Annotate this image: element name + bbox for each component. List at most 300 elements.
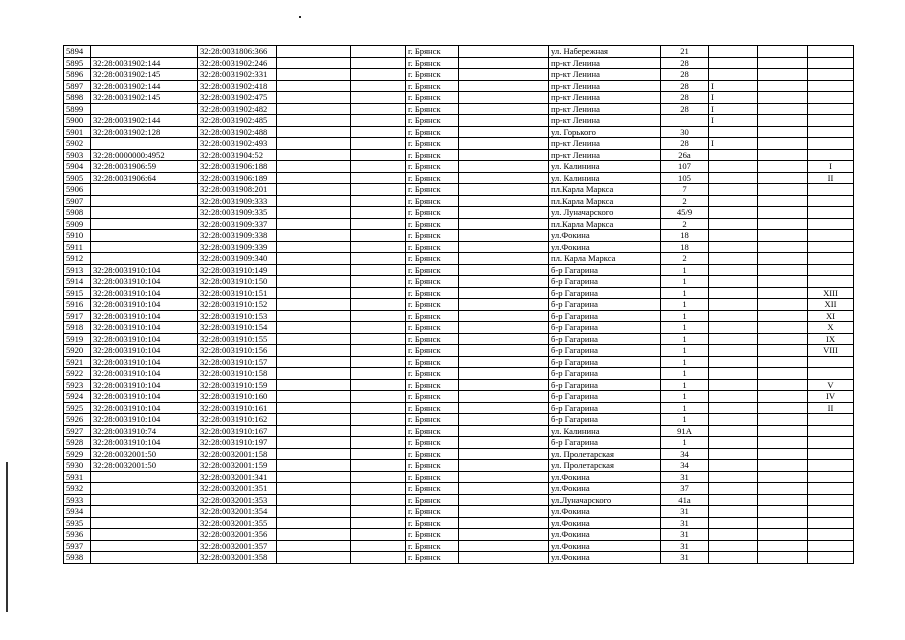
scan-speck (299, 16, 301, 18)
marker-cell (709, 149, 758, 161)
cadastral-number-cell: 32:28:0031910:156 (198, 345, 277, 357)
room-numeral-cell (808, 46, 854, 58)
city-cell: г. Брянск (406, 379, 459, 391)
table-row (64, 207, 854, 219)
record-number-cell: 5931 (64, 471, 91, 483)
city-cell: г. Брянск (406, 448, 459, 460)
city-cell: г. Брянск (406, 103, 459, 115)
empty-cell (459, 483, 549, 495)
empty-cell (351, 529, 406, 541)
empty-cell (277, 46, 351, 58)
marker-cell (709, 448, 758, 460)
empty-cell (459, 161, 549, 173)
empty-cell (459, 46, 549, 58)
empty-cell (758, 299, 808, 311)
empty-cell (351, 345, 406, 357)
parent-cadastral-number-cell: 32:28:0031910:104 (91, 264, 198, 276)
empty-cell (277, 161, 351, 173)
cadastral-number-cell: 32:28:0032001:358 (198, 552, 277, 564)
table-row (64, 356, 854, 368)
table-row (64, 287, 854, 299)
marker-cell (709, 241, 758, 253)
building-number-cell: 37 (661, 483, 709, 495)
street-cell: б-р Гагарина (549, 299, 661, 311)
empty-cell (277, 437, 351, 449)
empty-cell (459, 207, 549, 219)
street-cell: ул. Набережная (549, 46, 661, 58)
cadastral-number-cell: 32:28:0032001:355 (198, 517, 277, 529)
marker-cell: I (709, 138, 758, 150)
room-numeral-cell (808, 230, 854, 242)
empty-cell (351, 322, 406, 334)
room-numeral-cell: II (808, 172, 854, 184)
record-number-cell: 5934 (64, 506, 91, 518)
empty-cell (459, 172, 549, 184)
building-number-cell: 21 (661, 46, 709, 58)
building-number-cell: 31 (661, 540, 709, 552)
marker-cell (709, 506, 758, 518)
marker-cell (709, 333, 758, 345)
room-numeral-cell: IV (808, 391, 854, 403)
table-row (64, 92, 854, 104)
city-cell: г. Брянск (406, 506, 459, 518)
marker-cell (709, 540, 758, 552)
marker-cell (709, 391, 758, 403)
marker-cell (709, 483, 758, 495)
marker-cell (709, 425, 758, 437)
room-numeral-cell: XI (808, 310, 854, 322)
record-number-cell: 5907 (64, 195, 91, 207)
marker-cell (709, 356, 758, 368)
table-row (64, 195, 854, 207)
cadastral-number-cell: 32:28:0031910:150 (198, 276, 277, 288)
empty-cell (277, 494, 351, 506)
empty-cell (351, 552, 406, 564)
room-numeral-cell (808, 276, 854, 288)
empty-cell (459, 425, 549, 437)
empty-cell (459, 230, 549, 242)
parent-cadastral-number-cell: 32:28:0032001:50 (91, 460, 198, 472)
parent-cadastral-number-cell: 32:28:0031902:144 (91, 80, 198, 92)
city-cell: г. Брянск (406, 264, 459, 276)
record-number-cell: 5935 (64, 517, 91, 529)
empty-cell (351, 437, 406, 449)
city-cell: г. Брянск (406, 195, 459, 207)
street-cell: пл. Карла Маркса (549, 253, 661, 265)
empty-cell (758, 356, 808, 368)
marker-cell (709, 230, 758, 242)
street-cell: ул.Фокина (549, 506, 661, 518)
street-cell: б-р Гагарина (549, 391, 661, 403)
record-number-cell: 5938 (64, 552, 91, 564)
record-number-cell: 5919 (64, 333, 91, 345)
room-numeral-cell (808, 483, 854, 495)
street-cell: пр-кт Ленина (549, 80, 661, 92)
street-cell: б-р Гагарина (549, 437, 661, 449)
cadastral-number-cell: 32:28:0031904:52 (198, 149, 277, 161)
street-cell: ул.Фокина (549, 529, 661, 541)
record-number-cell: 5895 (64, 57, 91, 69)
record-number-cell: 5927 (64, 425, 91, 437)
building-number-cell: 28 (661, 92, 709, 104)
empty-cell (351, 69, 406, 81)
empty-cell (277, 115, 351, 127)
cadastral-number-cell: 32:28:0031910:149 (198, 264, 277, 276)
empty-cell (758, 287, 808, 299)
empty-cell (277, 391, 351, 403)
record-number-cell: 5937 (64, 540, 91, 552)
city-cell: г. Брянск (406, 345, 459, 357)
empty-cell (758, 425, 808, 437)
record-number-cell: 5894 (64, 46, 91, 58)
parent-cadastral-number-cell: 32:28:0031902:144 (91, 115, 198, 127)
parent-cadastral-number-cell (91, 471, 198, 483)
city-cell: г. Брянск (406, 149, 459, 161)
street-cell: ул.Фокина (549, 552, 661, 564)
room-numeral-cell (808, 264, 854, 276)
empty-cell (351, 391, 406, 403)
marker-cell (709, 437, 758, 449)
record-number-cell: 5898 (64, 92, 91, 104)
empty-cell (758, 218, 808, 230)
building-number-cell: 1 (661, 287, 709, 299)
building-number-cell: 41а (661, 494, 709, 506)
building-number-cell: 1 (661, 402, 709, 414)
building-number-cell: 1 (661, 379, 709, 391)
table-row (64, 402, 854, 414)
building-number-cell: 1 (661, 391, 709, 403)
marker-cell (709, 264, 758, 276)
city-cell: г. Брянск (406, 529, 459, 541)
table-row (64, 471, 854, 483)
street-cell: пл.Карла Маркса (549, 218, 661, 230)
marker-cell (709, 172, 758, 184)
building-number-cell: 2 (661, 195, 709, 207)
city-cell: г. Брянск (406, 517, 459, 529)
building-number-cell: 1 (661, 322, 709, 334)
cadastral-number-cell: 32:28:0031906:188 (198, 161, 277, 173)
empty-cell (351, 115, 406, 127)
empty-cell (758, 333, 808, 345)
building-number-cell: 1 (661, 368, 709, 380)
parent-cadastral-number-cell: 32:28:0031910:104 (91, 322, 198, 334)
empty-cell (277, 517, 351, 529)
empty-cell (758, 460, 808, 472)
marker-cell (709, 460, 758, 472)
cadastral-number-cell: 32:28:0031902:485 (198, 115, 277, 127)
room-numeral-cell: VIII (808, 345, 854, 357)
cadastral-number-cell: 32:28:0031908:201 (198, 184, 277, 196)
empty-cell (758, 471, 808, 483)
empty-cell (277, 149, 351, 161)
street-cell: ул.Фокина (549, 241, 661, 253)
cadastral-number-cell: 32:28:0031909:337 (198, 218, 277, 230)
record-number-cell: 5921 (64, 356, 91, 368)
building-number-cell: 107 (661, 161, 709, 173)
room-numeral-cell: I (808, 161, 854, 173)
cadastral-number-cell: 32:28:0031902:246 (198, 57, 277, 69)
record-number-cell: 5915 (64, 287, 91, 299)
room-numeral-cell: X (808, 322, 854, 334)
record-number-cell: 5902 (64, 138, 91, 150)
room-numeral-cell (808, 195, 854, 207)
parent-cadastral-number-cell (91, 218, 198, 230)
parent-cadastral-number-cell: 32:28:0031906:64 (91, 172, 198, 184)
parent-cadastral-number-cell: 32:28:0031910:74 (91, 425, 198, 437)
empty-cell (758, 276, 808, 288)
street-cell: б-р Гагарина (549, 345, 661, 357)
parent-cadastral-number-cell: 32:28:0031910:104 (91, 345, 198, 357)
empty-cell (758, 529, 808, 541)
cadastral-number-cell: 32:28:0031910:162 (198, 414, 277, 426)
table-row (64, 149, 854, 161)
record-number-cell: 5900 (64, 115, 91, 127)
empty-cell (459, 402, 549, 414)
empty-cell (459, 80, 549, 92)
parent-cadastral-number-cell (91, 184, 198, 196)
building-number-cell: 2 (661, 253, 709, 265)
city-cell: г. Брянск (406, 161, 459, 173)
building-number-cell: 45/9 (661, 207, 709, 219)
empty-cell (351, 506, 406, 518)
marker-cell (709, 414, 758, 426)
city-cell: г. Брянск (406, 460, 459, 472)
building-number-cell: 18 (661, 230, 709, 242)
marker-cell (709, 57, 758, 69)
record-number-cell: 5926 (64, 414, 91, 426)
city-cell: г. Брянск (406, 46, 459, 58)
street-cell: ул. Калинина (549, 425, 661, 437)
table-row (64, 57, 854, 69)
city-cell: г. Брянск (406, 276, 459, 288)
record-number-cell: 5930 (64, 460, 91, 472)
cadastral-number-cell: 32:28:0031910:153 (198, 310, 277, 322)
empty-cell (459, 57, 549, 69)
parent-cadastral-number-cell: 32:28:0031910:104 (91, 287, 198, 299)
empty-cell (351, 264, 406, 276)
record-number-cell: 5909 (64, 218, 91, 230)
empty-cell (351, 172, 406, 184)
marker-cell (709, 494, 758, 506)
empty-cell (758, 310, 808, 322)
city-cell: г. Брянск (406, 138, 459, 150)
record-number-cell: 5936 (64, 529, 91, 541)
cadastral-number-cell: 32:28:0031910:151 (198, 287, 277, 299)
empty-cell (351, 299, 406, 311)
record-number-cell: 5912 (64, 253, 91, 265)
room-numeral-cell (808, 437, 854, 449)
empty-cell (459, 184, 549, 196)
room-numeral-cell (808, 517, 854, 529)
empty-cell (758, 195, 808, 207)
building-number-cell: 31 (661, 517, 709, 529)
cadastral-number-cell: 32:28:0031910:161 (198, 402, 277, 414)
room-numeral-cell (808, 207, 854, 219)
marker-cell (709, 402, 758, 414)
parent-cadastral-number-cell: 32:28:0031910:104 (91, 414, 198, 426)
parent-cadastral-number-cell (91, 517, 198, 529)
record-number-cell: 5922 (64, 368, 91, 380)
room-numeral-cell (808, 414, 854, 426)
table-row (64, 138, 854, 150)
record-number-cell: 5928 (64, 437, 91, 449)
table-row (64, 126, 854, 138)
empty-cell (758, 494, 808, 506)
empty-cell (758, 448, 808, 460)
empty-cell (277, 241, 351, 253)
empty-cell (277, 483, 351, 495)
table-row (64, 437, 854, 449)
building-number-cell: 28 (661, 80, 709, 92)
empty-cell (277, 368, 351, 380)
street-cell: б-р Гагарина (549, 414, 661, 426)
city-cell: г. Брянск (406, 471, 459, 483)
empty-cell (277, 345, 351, 357)
parent-cadastral-number-cell: 32:28:0031906:59 (91, 161, 198, 173)
table-row (64, 218, 854, 230)
parent-cadastral-number-cell: 32:28:0031910:104 (91, 437, 198, 449)
empty-cell (459, 552, 549, 564)
marker-cell: I (709, 103, 758, 115)
city-cell: г. Брянск (406, 483, 459, 495)
building-number-cell (661, 115, 709, 127)
cadastral-number-cell: 32:28:0031910:167 (198, 425, 277, 437)
empty-cell (277, 402, 351, 414)
table-row (64, 276, 854, 288)
table-row (64, 506, 854, 518)
empty-cell (758, 264, 808, 276)
table-row (64, 333, 854, 345)
room-numeral-cell (808, 69, 854, 81)
empty-cell (758, 172, 808, 184)
record-number-cell: 5933 (64, 494, 91, 506)
empty-cell (459, 276, 549, 288)
empty-cell (459, 356, 549, 368)
city-cell: г. Брянск (406, 425, 459, 437)
empty-cell (758, 80, 808, 92)
table-row (64, 345, 854, 357)
cadastral-number-cell: 32:28:0032001:341 (198, 471, 277, 483)
parent-cadastral-number-cell: 32:28:0031910:104 (91, 310, 198, 322)
empty-cell (277, 299, 351, 311)
building-number-cell: 1 (661, 356, 709, 368)
empty-cell (351, 92, 406, 104)
city-cell: г. Брянск (406, 356, 459, 368)
street-cell: пр-кт Ленина (549, 138, 661, 150)
building-number-cell: 31 (661, 529, 709, 541)
table-row (64, 115, 854, 127)
empty-cell (277, 172, 351, 184)
building-number-cell: 28 (661, 138, 709, 150)
building-number-cell: 1 (661, 276, 709, 288)
building-number-cell: 105 (661, 172, 709, 184)
marker-cell (709, 218, 758, 230)
table-row (64, 161, 854, 173)
street-cell: б-р Гагарина (549, 379, 661, 391)
empty-cell (351, 230, 406, 242)
parent-cadastral-number-cell: 32:28:0032001:50 (91, 448, 198, 460)
city-cell: г. Брянск (406, 241, 459, 253)
room-numeral-cell (808, 126, 854, 138)
street-cell: пр-кт Ленина (549, 149, 661, 161)
cadastral-number-cell: 32:28:0032001:353 (198, 494, 277, 506)
city-cell: г. Брянск (406, 494, 459, 506)
empty-cell (459, 149, 549, 161)
building-number-cell: 1 (661, 414, 709, 426)
room-numeral-cell (808, 57, 854, 69)
room-numeral-cell (808, 494, 854, 506)
empty-cell (758, 402, 808, 414)
city-cell: г. Брянск (406, 57, 459, 69)
empty-cell (758, 103, 808, 115)
street-cell: ул.Фокина (549, 230, 661, 242)
street-cell: пл.Карла Маркса (549, 195, 661, 207)
cadastral-number-cell: 32:28:0031910:159 (198, 379, 277, 391)
empty-cell (459, 69, 549, 81)
room-numeral-cell (808, 115, 854, 127)
empty-cell (277, 276, 351, 288)
city-cell: г. Брянск (406, 253, 459, 265)
empty-cell (351, 402, 406, 414)
room-numeral-cell (808, 471, 854, 483)
empty-cell (758, 517, 808, 529)
empty-cell (277, 264, 351, 276)
empty-cell (277, 333, 351, 345)
cadastral-number-cell: 32:28:0031910:154 (198, 322, 277, 334)
empty-cell (758, 69, 808, 81)
city-cell: г. Брянск (406, 230, 459, 242)
building-number-cell: 31 (661, 471, 709, 483)
city-cell: г. Брянск (406, 299, 459, 311)
empty-cell (459, 494, 549, 506)
marker-cell: I (709, 92, 758, 104)
empty-cell (459, 391, 549, 403)
empty-cell (351, 425, 406, 437)
room-numeral-cell: XIII (808, 287, 854, 299)
building-number-cell: 2 (661, 218, 709, 230)
empty-cell (351, 195, 406, 207)
table-row (64, 425, 854, 437)
record-number-cell: 5918 (64, 322, 91, 334)
scan-edge-mark (6, 462, 8, 612)
room-numeral-cell (808, 149, 854, 161)
empty-cell (459, 437, 549, 449)
cadastral-number-cell: 32:28:0031902:418 (198, 80, 277, 92)
parent-cadastral-number-cell (91, 494, 198, 506)
building-number-cell: 28 (661, 103, 709, 115)
table-row (64, 253, 854, 265)
city-cell: г. Брянск (406, 207, 459, 219)
empty-cell (351, 460, 406, 472)
street-cell: б-р Гагарина (549, 322, 661, 334)
parent-cadastral-number-cell: 32:28:0031910:104 (91, 333, 198, 345)
city-cell: г. Брянск (406, 184, 459, 196)
room-numeral-cell (808, 552, 854, 564)
city-cell: г. Брянск (406, 80, 459, 92)
room-numeral-cell (808, 460, 854, 472)
record-number-cell: 5917 (64, 310, 91, 322)
cadastral-number-cell: 32:28:0031910:158 (198, 368, 277, 380)
empty-cell (277, 379, 351, 391)
empty-cell (351, 483, 406, 495)
room-numeral-cell (808, 138, 854, 150)
empty-cell (758, 414, 808, 426)
table-row (64, 448, 854, 460)
record-number-cell: 5923 (64, 379, 91, 391)
empty-cell (459, 379, 549, 391)
empty-cell (758, 241, 808, 253)
record-number-cell: 5903 (64, 149, 91, 161)
